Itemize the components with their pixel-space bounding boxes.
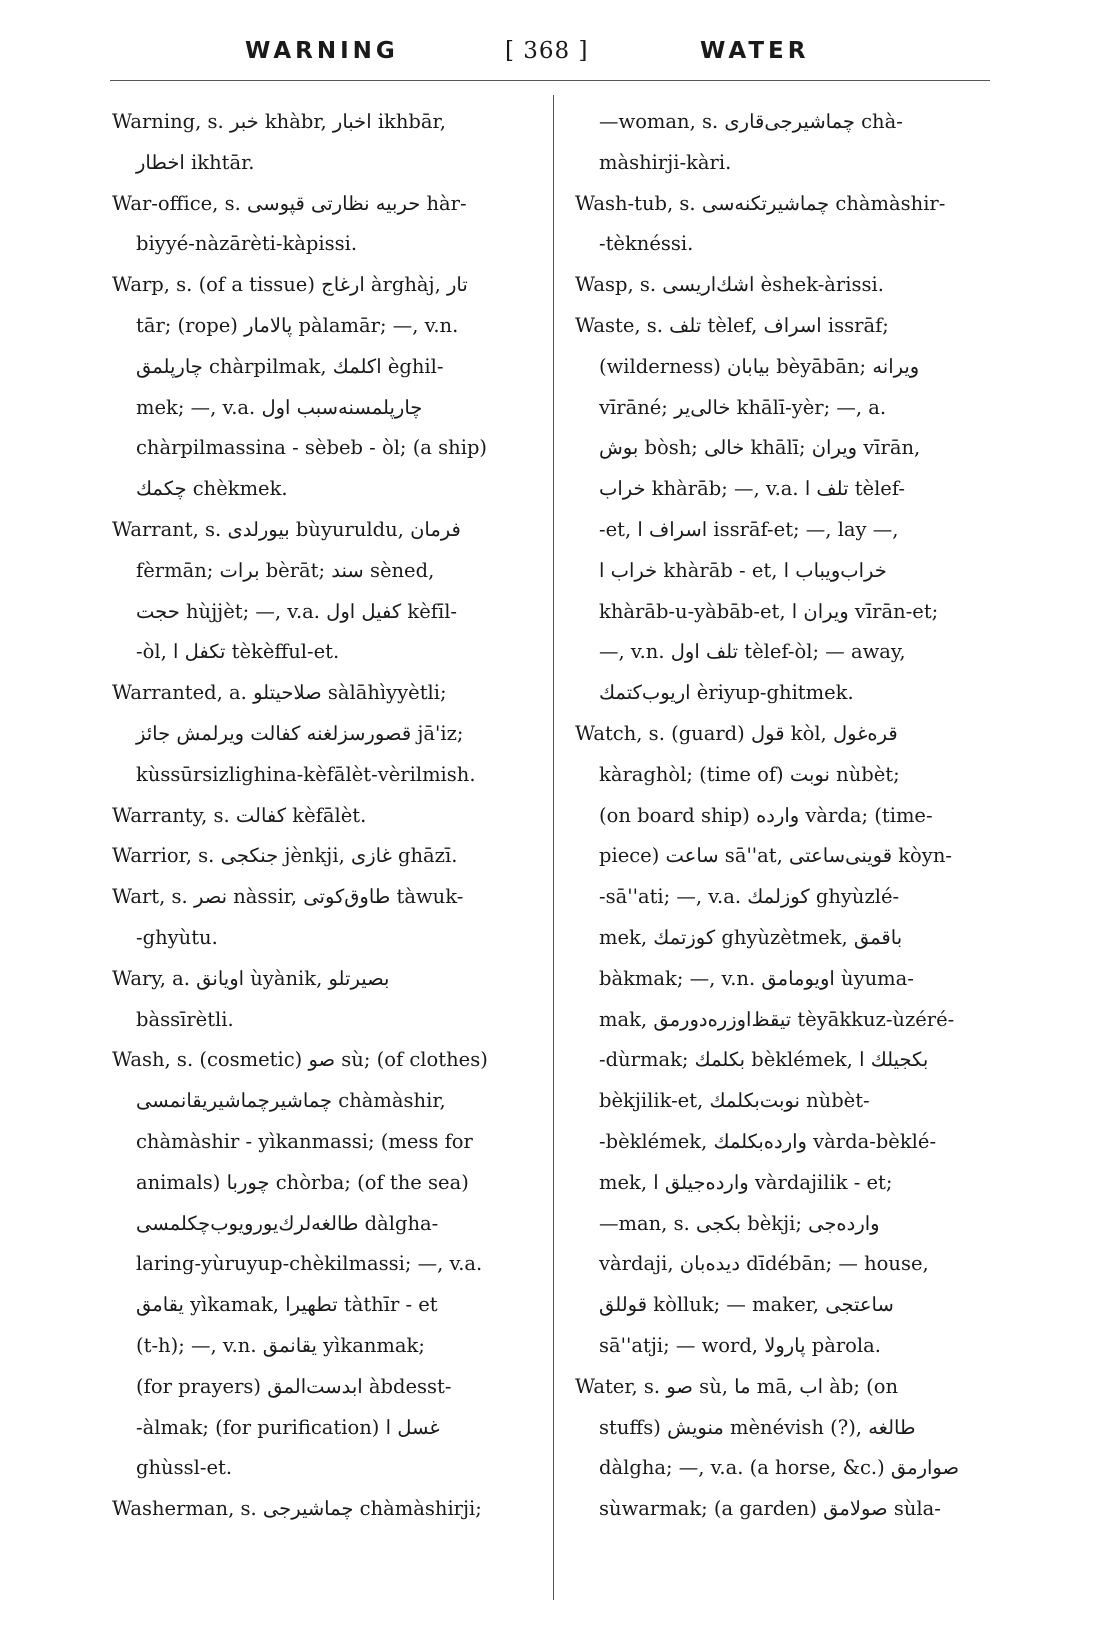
entry-line: khàrāb-u-yàbāb-et, ویران ا vīrān-et; [599,599,939,623]
entry-line: Washerman, s. چماشیرجی chàmàshirji; [112,1497,482,1521]
entry-line: Wary, a. اویانق ùyànik, بصیرتلو [112,966,390,990]
entry-line: خراب khàrāb; —, v.a. تلف ا tèlef- [599,477,905,501]
entry-line: laring-yùruyup-chèkilmassi; —, v.a. [136,1252,483,1276]
entry-line: طالغه‌لرك‌یورویوب‌چكلمسی dàlgha- [136,1211,439,1235]
entry-line: اریوب‌كتمك èriyup-ghitmek. [599,681,854,705]
entry-line: -tèknéssi. [599,232,694,256]
entry-line: Warranted, a. صلاحیتلو sàlāhìyyètli; [112,681,447,705]
entry-line: chàmàshir - yìkanmassi; (mess for [136,1129,473,1153]
right-column [575,102,990,1530]
entry-line: -dùrmak; بكلمك bèklémek, بكجیلك ا [599,1048,929,1072]
entry-line: -et, اسراف ا issrāf-et; —, lay —, [599,517,899,541]
entry-line: vàrdaji, دیده‌بان dīdébān; — house, [599,1252,929,1276]
entry-line: fèrmān; برات bèrāt; سند sèned, [136,558,435,582]
header-left-catchword: WARNING [245,38,399,64]
entry-line: War-office, s. حربیه نظارتی قپوسی hàr- [112,191,467,215]
entry-line: mak, تیقظ‌اوزره‌دورمق tèyākkuz-ùzéré- [599,1007,955,1031]
entry-line: sā''atji; — word, پارولا pàrola. [599,1333,881,1357]
entry-line: bàssīrètli. [136,1007,234,1031]
entry-line: (wilderness) بیابان bèyābān; ویرانه [599,354,920,378]
entry-line: Warning, s. خبر khàbr, اخبار ikhbār, [112,110,446,133]
entry-line: biyyé-nàzārèti-kàpissi. [136,232,358,256]
entry-line: Warranty, s. كفالت kèfālèt. [112,803,367,827]
page-header [110,38,990,78]
entry-line: bèkjilik-et, نوبت‌بكلمك nùbèt- [599,1089,870,1113]
entry-line: kàraghòl; (time of) نوبت nùbèt; [599,762,900,786]
entry-line: Warp, s. (of a tissue) ارغاج àrghàj, تار [112,273,468,297]
entry-line: mek, وارده‌جیلق ا vàrdajilik - et; [599,1170,893,1194]
entry-line: màshirji-kàri. [599,150,732,174]
entry-line: -ghyùtu. [136,925,218,949]
entry-line: یقامق yìkamak, تطهیرا tàthīr - et [136,1293,438,1317]
entry-line: animals) چوربا chòrba; (of the sea) [136,1170,469,1194]
left-column [112,102,527,1530]
entry-line: mek; —, v.a. چارپلمسنه‌سبب اول [136,395,423,419]
entry-line: tār; (rope) پالامار pàlamār; —, v.n. [136,313,459,337]
entry-line: Wash-tub, s. چماشیرتكنه‌سی chàmàshir- [575,191,946,215]
entry-line: Waste, s. تلف tèlef, اسراف issrāf; [575,313,889,337]
entry-line: چارپلمق chàrpilmak, اكلمك èghil- [136,354,444,378]
entry-line: piece) ساعت sā''at, قوینی‌ساعتی kòyn- [599,844,952,868]
entry-line: sùwarmak; (a garden) صولامق sùla- [599,1497,941,1521]
entry-line: (on board ship) وارده vàrda; (time- [599,803,933,827]
entry-line: dàlgha; —, v.a. (a horse, &c.) صوارمق [599,1456,960,1480]
entry-line: Wasp, s. اشك‌اریسی èshek-àrissi. [575,273,884,297]
entry-line: kùssūrsizlighina-kèfālèt-vèrilmish. [136,762,476,786]
header-right-catchword: WATER [700,38,810,64]
entry-line: stuffs) منویش mènévish (?), طالغه [599,1415,916,1439]
entry-line: bàkmak; —, v.n. اویومامق ùyuma- [599,966,914,990]
entry-line: -òl, تكفل ا tèkèfful-et. [136,640,340,664]
entry-line: -sā''ati; —, v.a. كوزلمك ghyùzlé- [599,885,900,909]
entry-line: خراب ا khàrāb - et, خراب‌ویباب ا [599,558,887,582]
entry-line: Water, s. صو sù, ما mā, اب àb; (on [575,1374,899,1398]
entry-line: Wart, s. نصر nàssir, طاوق‌كوتی tàwuk- [112,885,464,909]
entry-line: Warrior, s. جنكجی jènkji, غازی ghāzī. [112,844,458,868]
entry-line: چكمك chèkmek. [136,477,288,501]
entry-line: (t-h); —, v.n. یقانمق yìkanmak; [136,1333,425,1357]
entry-line: اخطار ikhtār. [136,150,255,174]
entry-line: —man, s. بكجی bèkji; وارده‌جی [599,1211,880,1235]
entry-line: Warrant, s. بیورلدی bùyuruldu, فرمان [112,517,461,541]
entry-line: -bèklémek, وارده‌بكلمك vàrda-bèklé- [599,1129,937,1153]
page-number: [ 368 ] [505,38,589,64]
entry-line: Watch, s. (guard) قول kòl, قره‌غول [575,721,898,745]
entry-line: ghùssl-et. [136,1456,233,1480]
entry-line: حجت hùjjèt; —, v.a. كفیل اول kèfīl- [136,599,458,623]
entry-line: chàrpilmassina - sèbeb - òl; (a ship) [136,436,488,460]
entry-line: بوش bòsh; خالی khālī; ویران vīrān, [599,436,921,460]
entry-line: قصورسزلغنه كفالت ویرلمش جائز jā'iz; [136,721,464,745]
entry-line: Wash, s. (cosmetic) صو sù; (of clothes) [112,1048,488,1072]
entry-line: vīrāné; خالی‌یر khālī-yèr; —, a. [599,395,887,419]
entry-line: قوللق kòlluk; — maker, ساعتجی [599,1293,894,1317]
entry-line: -àlmak; (for purification) غسل ا [136,1415,440,1439]
entry-line: —woman, s. چماشیرجی‌قاری chà- [599,110,903,133]
entry-line: —, v.n. تلف اول tèlef-òl; — away, [599,640,906,664]
header-rule [110,80,990,81]
entry-line: چماشیرچماشیریقانمسی chàmàshir, [136,1089,446,1113]
entry-line: mek, كوزتمك ghyùzètmek, باقمق [599,925,903,949]
entry-line: (for prayers) ابدست‌المق àbdesst- [136,1374,452,1398]
column-divider [553,95,554,1600]
